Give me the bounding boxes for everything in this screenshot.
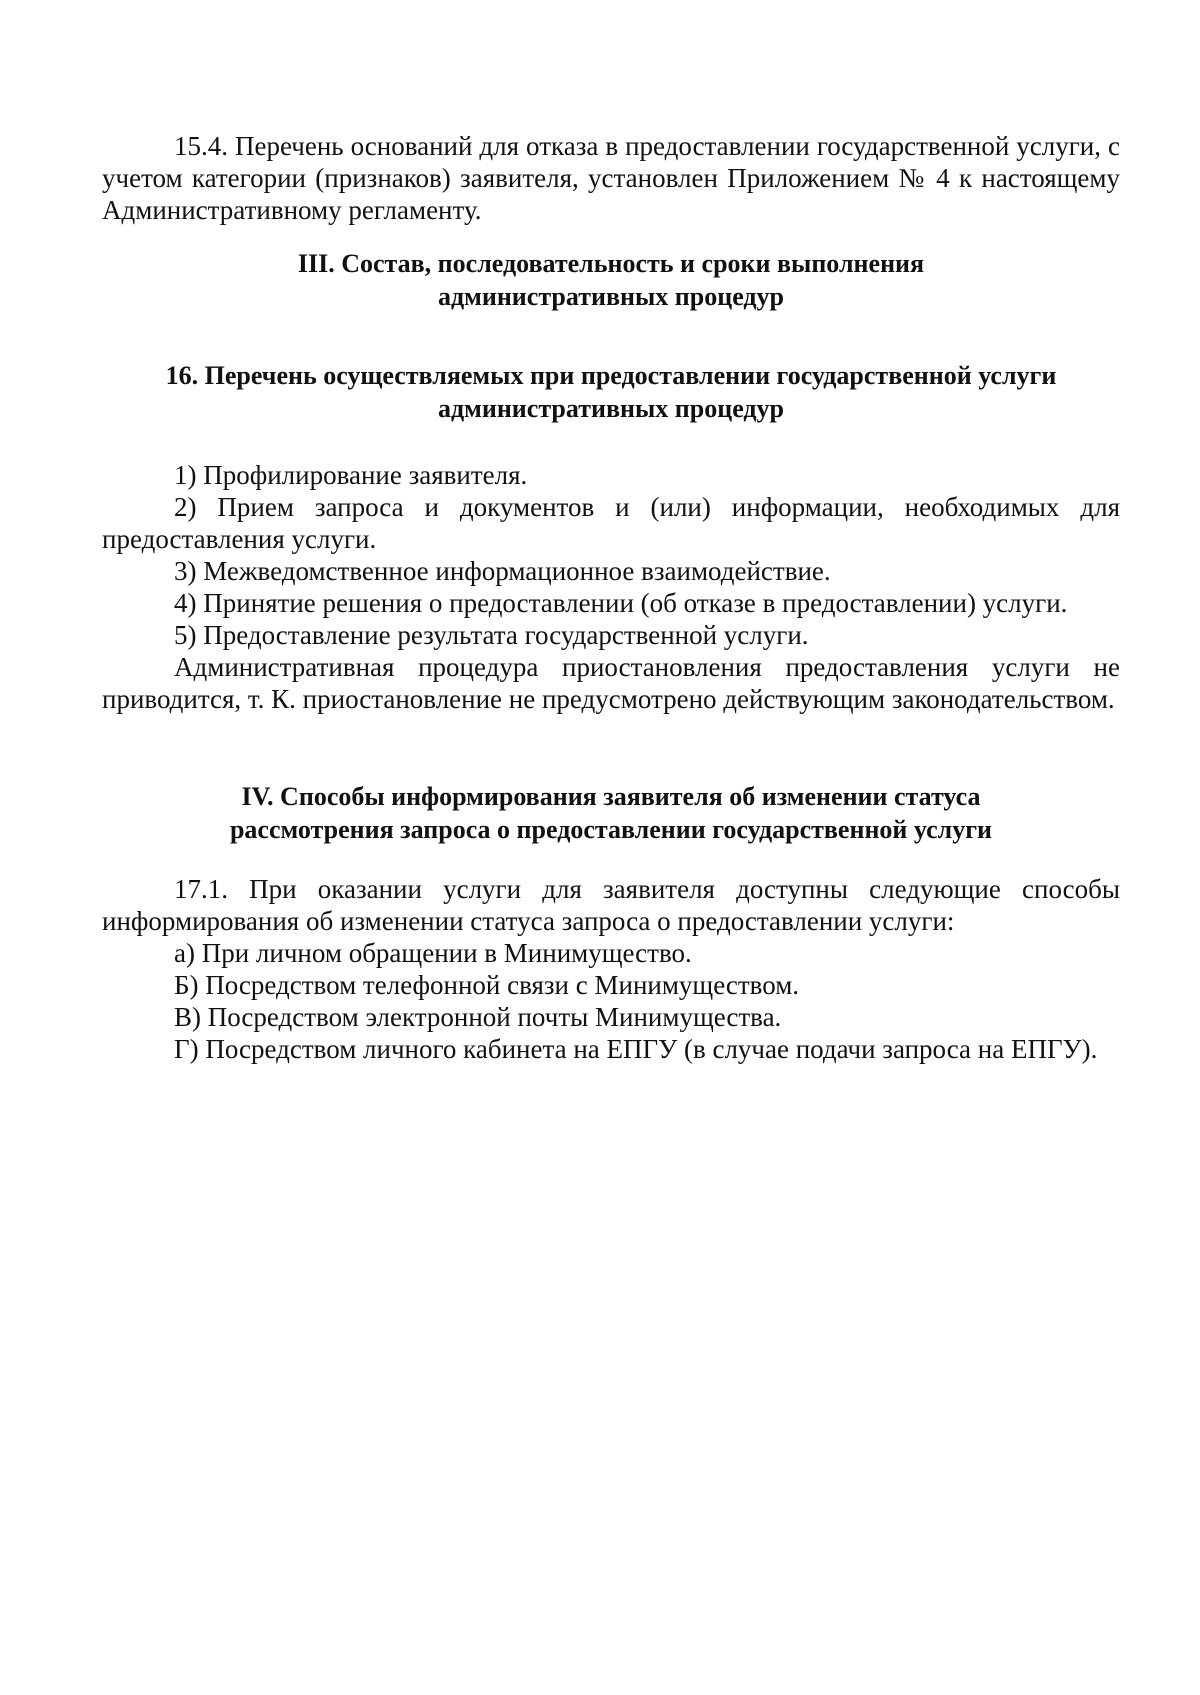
section-3-heading-line-2: административных процедур — [437, 282, 785, 311]
paragraph-15-4: 15.4. Перечень оснований для отказа в предоставлении государственной услуги, с учетом категории (признаков) заявителя, установлен Приложением № 4 к настоящему Административному регламенту. — [102, 131, 1120, 225]
section-16-heading-line-2: административных процедур — [437, 394, 785, 423]
procedure-item: 1) Профилирование заявителя. — [174, 460, 528, 490]
paragraph-17-1: 17.1. При оказании услуги для заявителя доступны следующие способы информирования об изменении статуса запроса о предоставлении услуги: — [102, 874, 1120, 936]
procedures-list — [102, 459, 1120, 715]
procedure-item: 5) Предоставление результата государственной услуги. — [174, 620, 809, 650]
section-16-heading-line-1: 16. Перечень осуществляемых при предоставлении государственной услуги — [165, 361, 1057, 390]
section-4-heading-line-1: IV. Способы информирования заявителя об изменении статуса — [241, 782, 981, 811]
section-3-heading-line-1: III. Состав, последовательность и сроки выполнения — [297, 249, 925, 278]
section-3-heading — [102, 247, 1120, 313]
method-item: В) Посредством электронной почты Минимущества. — [174, 1002, 782, 1032]
paragraph-15-4-block — [102, 130, 1120, 226]
suspension-note: Административная процедура приостановления предоставления услуги не приводится, т. К. приостановление не предусмотрено действующим законодательством. — [102, 652, 1120, 714]
method-item: Г) Посредством личного кабинета на ЕПГУ (в случае подачи запроса на ЕПГУ). — [174, 1034, 1098, 1064]
methods-block — [102, 873, 1120, 1065]
procedure-item: 2) Прием запроса и документов и (или) информации, необходимых для предоставления услуги. — [102, 492, 1120, 554]
method-item: а) При личном обращении в Минимущество. — [174, 938, 692, 968]
procedure-item: 4) Принятие решения о предоставлении (об отказе в предоставлении) услуги. — [174, 588, 1068, 618]
section-4-heading-line-2: рассмотрения запроса о предоставлении государственной услуги — [229, 815, 993, 844]
section-4-heading — [102, 780, 1120, 846]
section-16-heading — [102, 359, 1120, 425]
procedure-item: 3) Межведомственное информационное взаимодействие. — [174, 556, 831, 586]
method-item: Б) Посредством телефонной связи с Минимуществом. — [174, 970, 800, 1000]
